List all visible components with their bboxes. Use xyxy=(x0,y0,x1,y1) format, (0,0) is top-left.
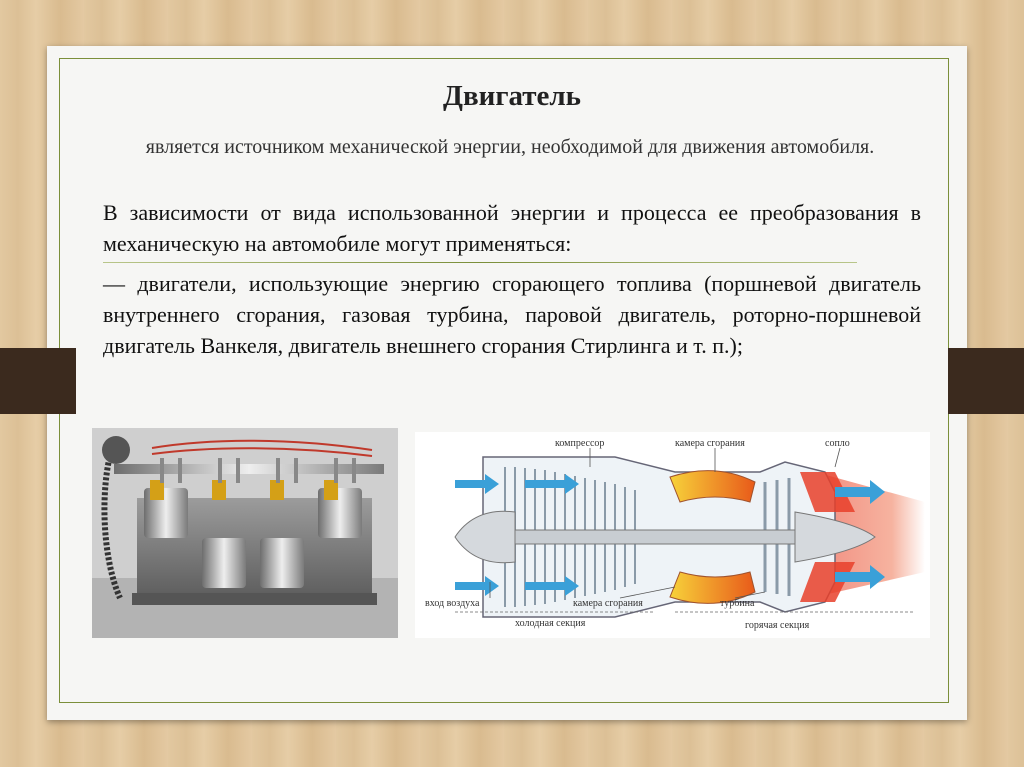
piston-engine-image xyxy=(92,428,398,638)
label-air-inlet: вход воздуха xyxy=(425,598,480,609)
paragraph-engine-types: — двигатели, использующие энергию сгорающего топлива (поршневой двигатель внутреннего сгорания, газовая турбина, паровой двигатель, роторно-поршневой двигатель Ванкеля, двигатель внешнего сгорания Стирлинга и т. п.); xyxy=(103,271,921,358)
label-combustion-bottom: камера сгорания xyxy=(573,598,643,609)
right-tab xyxy=(948,348,1024,414)
label-combustion-top: камера сгорания xyxy=(675,438,745,449)
slide-subtitle: является источником механической энергии, необходимой для движения автомобиля. xyxy=(145,136,875,158)
label-compressor: компрессор xyxy=(555,438,605,449)
paragraph-intro: В зависимости от вида использованной энергии и процесса ее преобразования в механическую на автомобиле могут применяться: xyxy=(103,200,921,256)
label-turbine: турбина xyxy=(720,598,755,609)
divider-line xyxy=(103,262,857,263)
label-cold-section: холодная секция xyxy=(515,618,586,629)
slide-title: Двигатель xyxy=(443,80,581,112)
label-nozzle: сопло xyxy=(825,438,850,449)
label-hot-section: горячая секция xyxy=(745,620,810,631)
jet-engine-diagram xyxy=(415,432,930,638)
left-tab xyxy=(0,348,76,414)
